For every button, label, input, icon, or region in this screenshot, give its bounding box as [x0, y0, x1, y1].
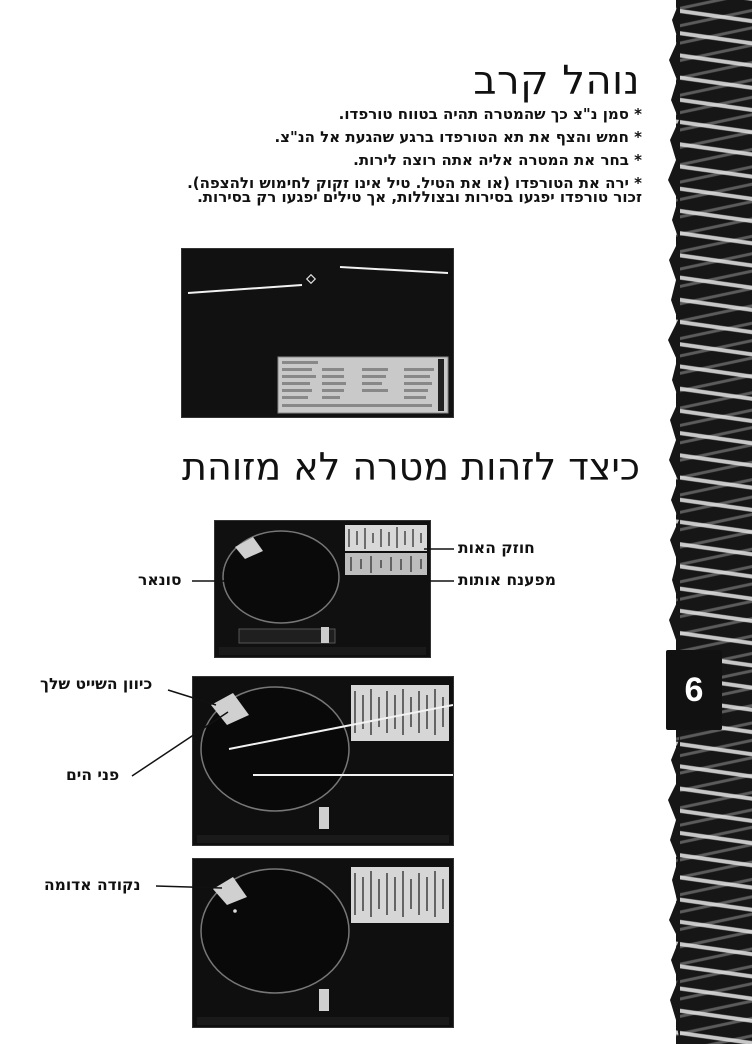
page-number-tab: 6	[666, 650, 722, 730]
bullet-item: * בחר את המטרה אליה אתה רוצה לירות.	[353, 151, 642, 169]
sonar-screen-3	[192, 858, 454, 1028]
decorative-side-band	[676, 0, 752, 1044]
label-ship-heading: כיוון השייט שלך	[40, 675, 153, 693]
torpedo-note: זכור טורפדו יפגעו בסירות ובצוללות, אך טילים יפגעו רק בסירות.	[197, 188, 642, 206]
label-sonar: סונאר	[138, 571, 182, 589]
sonar-screen-2-graphic	[193, 677, 453, 845]
label-sea-surface: פני הים	[66, 766, 120, 784]
target-view-graphic	[182, 249, 453, 417]
section-title-identify-target: כיצד לזהות מטרה לא מזוהת	[182, 445, 640, 489]
bullet-item: * סמן נ"צ כך שהמטרה תהיה בטווח טורפדו.	[338, 105, 642, 123]
label-signal-decoder: מפענח אותות	[458, 571, 556, 589]
sonar-screen-1-graphic	[215, 521, 430, 657]
sonar-screen-2	[192, 676, 454, 846]
sonar-screen-3-graphic	[193, 859, 453, 1027]
red-dot-marker	[233, 909, 237, 913]
section-title-battle-procedure: נוהל קרב	[473, 58, 640, 104]
label-signal-strength: חוזק האות	[458, 539, 535, 557]
band-jagged-edge	[666, 0, 680, 1044]
procedure-bullet-list	[122, 103, 642, 195]
sonar-screen-1	[214, 520, 431, 658]
target-view-screenshot	[181, 248, 454, 418]
bullet-item: * ירה את הטורפדו (או את הטיל. טיל אינו זקוק לחימוש ולהצפה).	[187, 174, 642, 192]
bullet-item: * חמש והצף את תא הטורפדו ברגע שהגעת אל הנ"צ.	[274, 128, 642, 146]
label-red-dot: נקודה אדומה	[44, 876, 141, 894]
